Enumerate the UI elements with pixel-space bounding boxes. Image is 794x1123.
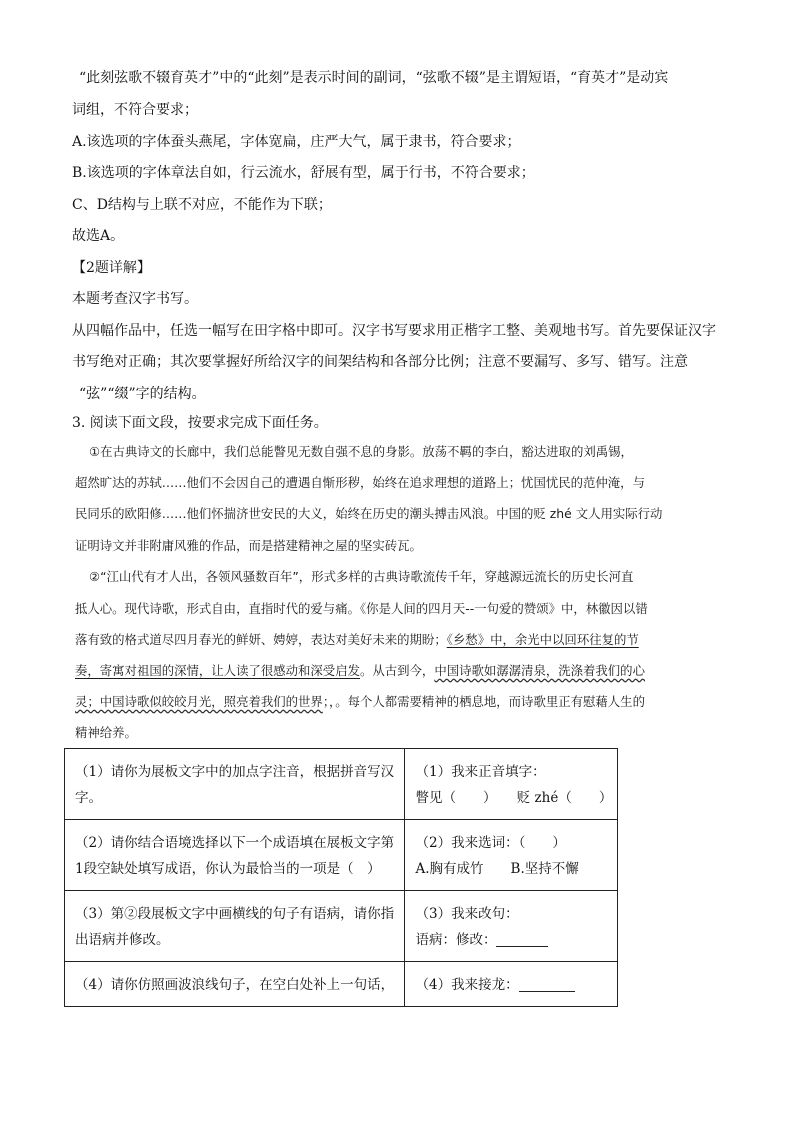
p2-line-1: ②“江山代有才人出，各领风骚数百年”，形式多样的古典诗歌流传千年，穿越源远流长的历史长河直: [89, 569, 634, 584]
task-1-prompt: （1）请你为展板文字中的加点字注音，根据拼音写汉字。: [65, 749, 405, 820]
task-2-answer-label: （2）我来选词：（ ）: [415, 835, 566, 851]
table-row: [65, 962, 618, 1007]
task-3-prompt: （3）第②段展板文字中画横线的句子有语病，请你指出语病并修改。: [65, 891, 405, 962]
task-2-prompt: （2）请你结合语境选择以下一个成语填在展板文字第1段空缺处填写成语，你认为最恰当的一项是（ ）: [65, 820, 405, 891]
task-4-blank[interactable]: [519, 975, 575, 992]
p2-line-3-text: 落有致的格式道尽四月春光的鲜妍、娉婷，表达对美好未来的期盼；: [75, 632, 447, 647]
task-3-answer-label: （3）我来改句：: [415, 906, 519, 922]
p2-line-2: 抵人心。现代诗歌，形式自由，直指时代的爱与痛。《你是人间的四月天--一句爱的赞颂》中，林徽因以错: [75, 601, 648, 616]
task-4-answer-cell: [405, 962, 618, 1007]
task-1-answer-cell: [405, 749, 618, 820]
underlined-sentence-part-1: 《乡愁》中，余光中以回环往复的节: [446, 632, 639, 647]
q2-line-1: 本题考查汉字书写。: [72, 291, 198, 307]
wavy-sentence-part-2: 灵；中国诗歌似皎皎月光，照亮着我们的世界: [75, 694, 323, 709]
task-3-answer-cell: [405, 891, 618, 962]
task-4-answer-label: （4）我来接龙：: [415, 977, 519, 993]
p1-line-3: 民同乐的欧阳修……他们怀揣济世安民的大义，始终在历史的潮头搏击风浪。中国的贬 zhé 文人用实际行动: [75, 506, 663, 521]
table-row: [65, 891, 618, 962]
p1-line-1: ①在古典诗文的长廊中，我们总能瞥见无数自强不息的身影。放荡不羁的李白，豁达进取的刘禹锡，: [89, 444, 633, 459]
q2-heading: 【2题详解】: [72, 260, 151, 276]
p2-line-4-text: 。从古到今，: [359, 663, 435, 678]
option-cd-line: C、D结构与上联不对应，不能作为下联；: [72, 197, 332, 213]
answer-line: 故选A。: [72, 228, 125, 244]
task-1-answer-label: （1）我来正音填字：: [415, 764, 546, 780]
task-2-answer-cell: [405, 820, 618, 891]
task-4-prompt: （4）请你仿照画波浪线句子，在空白处补上一句话，: [65, 962, 405, 1007]
p2-line-3: [75, 631, 639, 649]
task-2-options[interactable]: A.胸有成竹 B.坚持不懈: [415, 861, 579, 877]
p2-line-6: 精神给养。: [75, 725, 137, 740]
option-b-line: B.该选项的字体章法自如，行云流水，舒展有型，属于行书，不符合要求；: [72, 165, 535, 181]
q2-line-4: “弦”“缀”字的结构。: [79, 386, 206, 402]
q2-line-2: 从四幅作品中，任选一幅写在田字格中即可。汉字书写要求用正楷字工整、美观地书写。首先要保证汉字: [72, 323, 716, 339]
task-table: [64, 748, 618, 1007]
task-3-answer-text: 语病：修改：: [415, 932, 497, 948]
q3-title: 3. 阅读下面文段，按要求完成下面任务。: [72, 415, 328, 431]
task-3-answer-line: [415, 927, 609, 953]
task-1-answer-blanks[interactable]: 瞥见（ ） 贬 zhé（ ）: [415, 790, 613, 806]
intro-line-1: “此刻弦歌不辍育英才”中的“此刻”是表示时间的副词，“弦歌不辍”是主谓短语，“育英才”是动宾: [79, 70, 669, 86]
p2-line-5: [75, 693, 645, 711]
p2-line-4: [75, 662, 645, 680]
option-a-line: A.该选项的字体蚕头燕尾，字体宽扁，庄严大气，属于隶书，符合要求；: [72, 134, 521, 150]
wavy-sentence-part-1: 中国诗歌如潺潺清泉，洗涤着我们的心: [434, 663, 645, 678]
table-row: [65, 749, 618, 820]
table-row: [65, 820, 618, 891]
task-3-blank[interactable]: [496, 930, 548, 947]
underlined-sentence-part-2: 奏，寄寓对祖国的深情，让人读了很感动和深受启发: [75, 663, 360, 678]
task-4-answer-line: [415, 972, 609, 998]
p1-line-2: 超然旷达的苏轼……他们不会因自己的遭遇自惭形秽，始终在追求理想的道路上；忧国忧民的范仲淹，与: [75, 475, 645, 490]
p2-line-5-text: ；，。每个人都需要精神的栖息地，而诗歌里正有慰藉人生的: [322, 694, 645, 709]
p1-line-4: 证明诗文并非附庸风雅的作品，而是搭建精神之屋的坚实砖瓦。: [75, 538, 422, 553]
reading-passage: [75, 443, 725, 743]
intro-line-2: 词组，不符合要求；: [72, 102, 198, 118]
q2-line-3: 书写绝对正确；其次要掌握好所给汉字的间架结构和各部分比例；注意不要漏写、多写、错写。注意: [72, 354, 688, 370]
